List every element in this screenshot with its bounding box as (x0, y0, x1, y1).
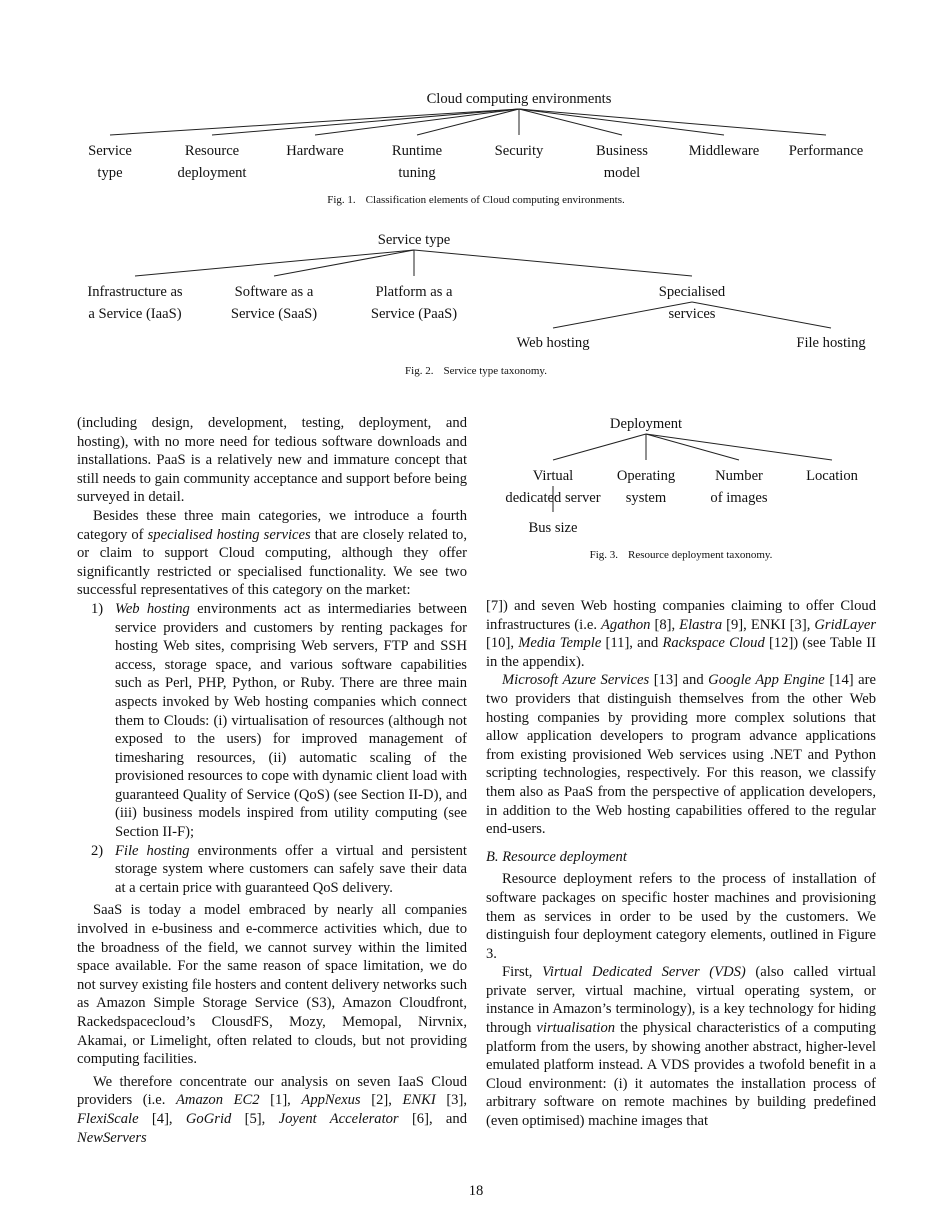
list-text (115, 842, 467, 898)
node-line: of images (710, 490, 768, 506)
fig3-caption (590, 549, 773, 561)
node-line: dedicated server (505, 490, 601, 506)
text-run: Besides these three main categories, we introduce a fourth category of (77, 507, 467, 543)
emphasis: FlexiScale (77, 1110, 139, 1127)
fig3-node-location: Location (806, 468, 858, 484)
emphasis: GoGrid (185, 1110, 232, 1127)
text-run: [10], (486, 635, 519, 652)
fig1-node-security (495, 140, 544, 162)
fig1-node-performance (789, 140, 864, 162)
caption-label: Fig. 2. (405, 365, 434, 377)
list-text (115, 600, 467, 842)
node-line: Business (596, 143, 648, 159)
emphasis: virtualisation (536, 1020, 616, 1037)
text-run: [3], (435, 1092, 467, 1109)
text-run: (also called virtual private server, virtual machine, virtual operating system, or instance in Amazon’s terminology), is a key technology for hiding through (486, 964, 877, 1037)
list-number: 1) (91, 600, 104, 617)
fig1-node-hardware (286, 140, 344, 162)
paragraph (486, 671, 876, 838)
emphasis: Microsoft Azure Services (502, 672, 650, 689)
fig2-node-iaas (87, 281, 182, 325)
text-run: [2], (360, 1092, 403, 1109)
fig1-node-middleware (689, 140, 760, 162)
fig2-node-web-hosting: Web hosting (516, 335, 590, 351)
node-line: system (625, 490, 667, 506)
right-column (486, 597, 876, 1131)
fig2-node-saas (231, 281, 317, 325)
node-line: Specialised (658, 284, 726, 300)
fig1-node-runtime-tuning (392, 140, 442, 184)
node-line: Performance (788, 143, 864, 159)
emphasis: File hosting (115, 842, 190, 859)
list-number: 2) (91, 842, 104, 859)
fig2-node-paas (371, 281, 457, 325)
node-line: Platform as a (375, 284, 453, 300)
paragraph (486, 963, 876, 1130)
text-run: [14] are two providers that distinguish themselves from the other Web hosting companies by providing more complex solutions that allow application developers to program advance applications from existing provisioned Web services using .NET and Python scripting technologies, respectively. For this reason, we classify them also as PaaS from the perspective of application developers, in addition to the Web hosting capabilities offered to the regular end-users. (486, 672, 876, 838)
text-run: [6], and (398, 1110, 467, 1127)
text-run: [5], (231, 1110, 279, 1127)
node-line: Resource (184, 143, 240, 159)
node-line: a Service (IaaS) (88, 306, 182, 322)
node-line: Operating (616, 468, 676, 484)
emphasis: NewServers (77, 1129, 147, 1146)
paragraph: Resource deployment refers to the process of installation of software packages on specific hoster machines and provisioning them as services in order to be used by the customers. We distinguish four deployment category elements, outlined in Figure 3. (486, 871, 876, 962)
text-run: [12]) (see Table II in the appendix). (486, 635, 876, 670)
paragraph (486, 597, 876, 671)
list-item (77, 600, 467, 842)
fig1-node-business-model (596, 140, 648, 184)
emphasis: AppNexus (301, 1092, 361, 1109)
page-number: 18 (468, 1183, 484, 1199)
fig3-node-vds (505, 465, 600, 509)
left-column (77, 414, 467, 1147)
text-run: [9], ENKI [3], (722, 616, 815, 633)
fig3-node-images (710, 465, 767, 509)
node-line: Service (SaaS) (230, 306, 318, 322)
emphasis: Web hosting (115, 600, 190, 617)
fig2-node-file-hosting: File hosting (796, 335, 866, 351)
node-line: Infrastructure as (87, 284, 183, 300)
emphasis: Virtual Dedicated Server (VDS) (542, 964, 746, 981)
emphasis: Joyent Accelerator (278, 1110, 399, 1127)
node-line: services (668, 306, 716, 322)
fig1-node-resource-deployment (178, 140, 247, 184)
node-line: Number (715, 468, 763, 484)
node-line: Runtime (391, 143, 443, 159)
node-line: model (603, 165, 641, 181)
emphasis: Elastra (679, 616, 723, 633)
caption-text: Classification elements of Cloud computing environments. (365, 194, 625, 206)
list-item (77, 842, 467, 898)
fig3-node-bus-size: Bus size (528, 520, 578, 536)
fig3-root: Deployment (609, 416, 683, 432)
emphasis: specialised hosting services (147, 526, 311, 543)
node-line: Software as a (234, 284, 314, 300)
emphasis: Amazon EC2 (176, 1092, 260, 1109)
text-run: [11], and (601, 635, 663, 652)
caption-text: Service type taxonomy. (443, 365, 547, 377)
fig1-root: Cloud computing environments (426, 91, 612, 107)
emphasis: Rackspace Cloud (662, 635, 765, 652)
emphasis: Google App Engine (708, 672, 825, 689)
node-line: Service (PaaS) (370, 306, 458, 322)
section-heading: B. Resource deployment (486, 848, 627, 865)
paragraph: SaaS is today a model embraced by nearly all companies involved in e-business and e-commerce activities which, due to the broadness of the field, we cannot survey within the limited space available. For the same reason of space limitation, we do not survey existing file hosters and content delivery networks such as Amazon Simple Storage Service (S3), Amazon Cloudfront, Rackedspacecloud’s ClousdFS, Mozy, Memopal, Nirvnix, Akamai, or Limelight, often related to clouds, but not providing computing facilities. (77, 902, 467, 1068)
caption-label: Fig. 3. (589, 549, 619, 561)
emphasis: GridLayer (814, 616, 876, 633)
text-run: We therefore concentrate our analysis on seven IaaS Cloud providers (i.e. (77, 1073, 467, 1109)
paragraph: (including design, development, testing, deployment, and hosting), with no more need for tedious software downloads and installations. PaaS is a relatively new and immature concept that still needs to gain community acceptance and support before being surveyed in detail. (77, 415, 467, 506)
node-line: Middleware (688, 143, 760, 159)
text-run: the physical characteristics of a computing platform from the users, by showing another abstract, higher-level emulated platform instead. A VDS provides a twofold benefit in a Cloud environment: (i) it automates the installation process of arbitrary software on remote machines by building predefined (even optimised) machine images that (486, 1020, 876, 1130)
node-line: type (97, 165, 123, 181)
text-run: [8], (650, 616, 680, 633)
node-line: tuning (398, 165, 436, 181)
emphasis: ENKI (402, 1092, 436, 1109)
text-run: [13] and (649, 672, 709, 689)
node-line: Security (494, 143, 544, 159)
fig3-node-os (617, 465, 675, 509)
paragraph (77, 1073, 467, 1147)
paragraph (77, 507, 467, 600)
caption-text: Resource deployment taxonomy. (628, 549, 773, 561)
fig2-node-specialised (659, 281, 725, 325)
emphasis: Media Temple (518, 635, 602, 652)
text-run: [7]) and seven Web hosting companies claiming to offer Cloud infrastructures (i.e. (486, 598, 876, 633)
text-run: environments act as intermediaries between service providers and customers by renting packages for hosting Web sites, comprising Web servers, FTP and SSH access, storage space, and various software capabilities such as Perl, PHP, Python, or Ruby. There are three main aspects invoked by Web hosting companies which connect them to Clouds: (i) virtualisation of resources (although not exposed to the users) for improved management of timesharing resources, (ii) automatic scaling of the provisioned resources to cope with dynamic client load with guaranteed Quality of Service (QoS) (see Section II-D), and (iii) business models inspired from utility computing (see Section II-F); (115, 600, 467, 841)
text-run: [1], (259, 1092, 302, 1109)
fig1-caption (327, 194, 625, 206)
fig2-root: Service type (377, 232, 451, 248)
caption-label: Fig. 1. (327, 194, 356, 206)
text-run: [4], (138, 1110, 186, 1127)
emphasis: Agathon (601, 616, 651, 633)
fig2-caption (405, 365, 547, 377)
node-line: deployment (177, 165, 247, 181)
fig1-node-service-type (88, 140, 132, 184)
text-run: environments offer a virtual and persistent storage system where customers can safely save their data at a certain price with guaranteed QoS delivery. (115, 842, 467, 896)
node-line: Virtual (532, 468, 574, 484)
node-line: Service (88, 143, 132, 159)
text-run: First, (502, 964, 543, 981)
text-run: that are closely related to, or claim to support Cloud computing, although they offer significantly restricted or specialised functionality. We see two successful representatives of this category on the market: (77, 526, 467, 599)
node-line: Hardware (286, 143, 344, 159)
